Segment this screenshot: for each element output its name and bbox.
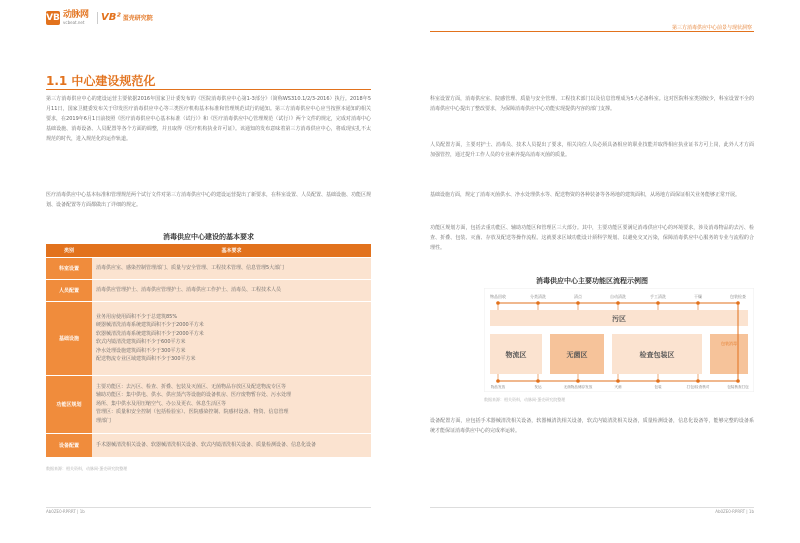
table-row bbox=[46, 279, 371, 301]
bottom-flow-label: 发运 bbox=[534, 385, 542, 389]
zone-pack-disinfect bbox=[710, 334, 748, 374]
figure-title: 消毒供应中心主要功能区流程示例图 bbox=[536, 277, 648, 285]
section-rule bbox=[46, 89, 371, 90]
requirement-line: 场所、集中供水及用压缩空气、办公及更衣、休息生活区等 bbox=[96, 400, 227, 407]
top-flow-label: 自动清洗 bbox=[610, 294, 626, 299]
top-flow-label: 手工清洗 bbox=[650, 294, 666, 299]
table-cell-category: 基础设施 bbox=[46, 301, 92, 375]
table-cell-requirement bbox=[92, 375, 371, 433]
requirement-line: 管理区：质量和安全控制（包括检验室）、医院感染控制、院感材设备、物资、信息管理 bbox=[96, 409, 289, 416]
bottom-flow-label: 打包/检查核对 bbox=[686, 385, 710, 389]
danke-logo bbox=[101, 12, 153, 23]
vcbeat-logo-url: vcbeat.net bbox=[63, 20, 85, 25]
right-paragraph-1: 科室设置方面，消毒供应室、院感管理、质量与安全管理、工程技术部门以及信息管理成为5大必备科室。这对医院科室类别较少，科室设置不全的消毒供应中心提出了整改要求，为保障消毒供应中心功能实现提供内容的部门支撑。 bbox=[430, 96, 754, 112]
table-row bbox=[46, 301, 371, 375]
table-header-requirement: 基本要求 bbox=[92, 244, 371, 257]
workflow-diagram bbox=[484, 288, 754, 392]
section-title: 1.1 中心建设规范化 bbox=[46, 74, 156, 88]
zone-polluted-label: 污区 bbox=[612, 315, 626, 323]
page-header bbox=[0, 0, 800, 30]
top-flow-label: 分类清洗 bbox=[530, 294, 546, 299]
zone-pack-disinfect-label: 包装消毒 bbox=[721, 341, 737, 346]
requirement-line: 配送物流专业区域建筑面积不少于300平方米 bbox=[96, 356, 196, 362]
danke-logo-name: 蛋壳研究院 bbox=[122, 15, 153, 22]
left-paragraph-1: 第三方消毒供应中心的建设运营主要依据2016年国家卫计委发布的《医院消毒供应中心第1-3部分》（简称WS310.1/2/3-2016）执行。2018年5月11日，国家卫健委发布关于印发医疗消毒供应中心等三类医疗机构基本标准和管理规范试行的通知。第三方消毒供应中心应当按照本通知的相关要求，在2019年6月1日前按照《医疗消毒供应中心基本标准（试行）》和《医疗消毒供应中心管理规范（试行）》两个文件的规定，完成对消毒中心基础设施、消毒设备、人员配置等各个方面的调整，并且取得《医疗机构执业许可证》。该通知的发布意味着第三方消毒供应中心，将成现实扎不太规范的时代，进入规范化的运作轨道。 bbox=[46, 96, 371, 142]
table-cell-requirement bbox=[92, 301, 371, 375]
figure-source: 数据来源：相关资料，动脉网·蛋壳研究院整理 bbox=[484, 397, 566, 402]
table-row bbox=[46, 433, 371, 457]
report-title: 第三方消毒供应中心前景与现状洞察 bbox=[671, 25, 752, 31]
requirement-line: 辅助功能区：集中供电、供水、供应蒸汽等设施的设备机房、医疗废物暂存处、污水处理 bbox=[96, 392, 292, 399]
vcbeat-logo bbox=[46, 11, 89, 25]
footer-rule-right bbox=[430, 507, 754, 508]
table-row bbox=[46, 375, 371, 433]
zone-check-pack-label: 检查包装区 bbox=[639, 351, 675, 359]
bottom-paragraph: 设备配置方面，应包括手术器械清洗相关设备，软器械清洗相关设备，软式内镜清洗相关设备，质量检测设备，信息化设备等，能够完整的设备系统才能保证消毒供应中心的完成率运转。 bbox=[430, 418, 754, 434]
header-rule bbox=[430, 31, 754, 32]
top-flow-label: 清点 bbox=[574, 294, 582, 299]
logo-divider bbox=[97, 12, 98, 24]
requirement-line: 手术器械清洗相关设备、软器械清洗相关设备、软式内镜清洗相关设备、质量检测设备、信息化设备 bbox=[96, 441, 317, 448]
table-cell-category: 功能区规划 bbox=[46, 375, 92, 433]
zone-sterile-label: 无菌区 bbox=[566, 351, 588, 359]
table-cell-requirement bbox=[92, 433, 371, 457]
requirement-line: 消毒供应管理护士、消毒供应管理护士、消毒供应工作护士、消毒员、工程技术人员 bbox=[96, 286, 282, 293]
requirement-line: 软器械清洗消毒系统建筑面积不少于2000平方米 bbox=[96, 330, 204, 337]
bottom-flow-label: 包装核查打包 bbox=[727, 385, 749, 389]
bottom-flow-label: 包装 bbox=[654, 385, 662, 389]
bottom-flow-label: 无菌物品储存发放 bbox=[563, 385, 593, 389]
requirement-line: 业务用房使用面积不少于总建筑85% bbox=[96, 313, 178, 320]
table-cell-requirement bbox=[92, 257, 371, 279]
footer-left: Ab0ZE0·RPRRT | 1b bbox=[46, 509, 85, 514]
requirement-line: 硬器械清洗消毒系统建筑面积不少于2000平方米 bbox=[96, 322, 204, 328]
danke-logo-mark: VB² bbox=[101, 12, 121, 23]
right-paragraph-4: 功能区规划方面，包括去重功能区、辅助功能区和管理区三大部分。其中，主要功能区要满足消毒供应中心的环境要求，涉及消毒物品的去污、检查、折叠、包装、灭菌、存放及配送等操作流程。这就要求区域功能设计须科学规划、以避免交叉污染，保障消毒供应中心服务的专业与流程的合理性。 bbox=[430, 225, 754, 251]
top-flow-label: 干燥 bbox=[694, 294, 702, 299]
table-cell-category: 科室设置 bbox=[46, 257, 92, 279]
right-paragraph-3: 基础设施方面，规定了消毒灭菌供水、净水处理供水等、配送物资的各种装备等各场地的建筑面积，从场地方面保证相关业务能够正常开展。 bbox=[430, 192, 741, 198]
table-title: 消毒供应中心建设的基本要求 bbox=[163, 233, 254, 241]
requirement-line: 消毒供应室、感染控制管理部门、质量与安全管理、工程技术管理、信息管理5大部门 bbox=[96, 264, 285, 271]
requirement-line: 理部门 bbox=[96, 417, 112, 424]
table-cell-requirement bbox=[92, 279, 371, 301]
footer-right: Ab0ZE0·RPRRT | 1b bbox=[715, 509, 754, 514]
footer-rule-left bbox=[46, 507, 371, 508]
table-header-row bbox=[46, 244, 371, 257]
table-source: 数据来源：相关资料，动脉网·蛋壳研究院整理 bbox=[46, 466, 128, 471]
requirement-line: 净水处理设施建筑面积不少于300平方米 bbox=[96, 347, 186, 354]
requirement-line: 软式内镜清洗建筑面积不少于600平方米 bbox=[96, 339, 186, 345]
requirements-table bbox=[46, 244, 371, 458]
table-header-category: 类别 bbox=[46, 244, 92, 257]
bottom-flow-label: 物品发放 bbox=[490, 385, 506, 389]
requirement-line: 主要功能区：去污区、检查、折叠、包装及灭菌区、无菌物品存放区及配送物流专区等 bbox=[96, 383, 287, 390]
top-flow-label: 物品回收 bbox=[490, 294, 506, 299]
table-cell-category: 人员配置 bbox=[46, 279, 92, 301]
vcbeat-logo-mark: VB bbox=[46, 13, 60, 23]
table-cell-category: 设备配置 bbox=[46, 433, 92, 457]
bottom-flow-label: 灭菌 bbox=[614, 385, 622, 389]
zone-logistics-label: 物流区 bbox=[505, 351, 527, 359]
table-row bbox=[46, 257, 371, 279]
top-flow-label: 包装检查 bbox=[730, 294, 746, 299]
right-paragraph-2: 人员配置方面，主要对护士、消毒员、技术人员提出了要求，相关岗位人员必须具备相应的职业技能并取得相应执业证书方可上岗，此外人才方面加强管控，通过提升工作人员的专业素养提高消毒灭菌的质量。 bbox=[430, 142, 754, 158]
vcbeat-logo-name: 动脉网 bbox=[63, 10, 89, 20]
left-paragraph-2: 医疗消毒供应中心基本标准和管理规范两个试行文件对第三方消毒供应中心的建设运营提出了新要求，在科室设置、人员配置、基础设施、功能区规划、设备配置等方面都做出了详细的规定。 bbox=[46, 192, 372, 208]
